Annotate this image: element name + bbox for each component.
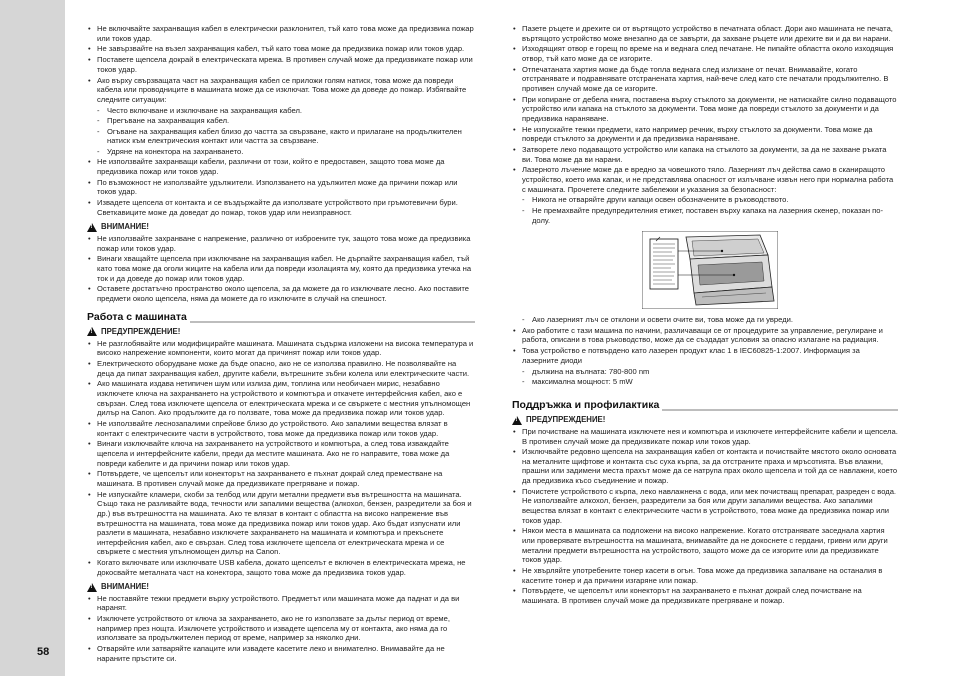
section-title [87, 310, 475, 323]
dash-item: - Не премахвайте предупредителния етикет, поставен върху капака на лазерния скенер, показан по-долу. [512, 206, 898, 225]
list-item: • При копиране от дебела книга, поставена върху стъклото за документи, не натискайте силно подаващото устройство или капака на стъклото за документи. Това може да повреди стъклото за документи и да предизвика нараняване. [512, 95, 898, 124]
dash-item: - Често включване и изключване на захранващия кабел. [87, 106, 475, 116]
warning-triangle-icon: ! [87, 327, 97, 336]
warning-heading [87, 327, 475, 337]
dash-item: - Ако лазерният лъч се отклони и освети очите ви, това може да ги увреди. [512, 315, 898, 325]
list-item: • Това устройство е потвърдено като лазерен продукт клас 1 в IEC60825-1:2007. Информация за лазерните диоди [512, 346, 898, 365]
page-number: 58 [37, 646, 50, 658]
dash-item: - максимална мощност: 5 mW [512, 377, 898, 387]
list-item: • Електрическото оборудване може да бъде опасно, ако не се използва правилно. Не позволявайте на деца да пипат захранващия кабел, другите кабели, вътрешните зъбни колела или електрическите части. [87, 359, 475, 378]
laser-label-illustration [642, 231, 778, 309]
list-item: • Винаги изключвайте ключа на захранването на устройството и компютъра, а след това изваждайте щепсела и интерфейсните кабели, преди да местите машината. Ако не го направите, това може да повреди кабелите и да причини пожар или токов удар. [87, 439, 475, 468]
section-title [512, 398, 898, 411]
list-item: • Лазерното лъчение може да е вредно за човешкото тяло. Лазерният лъч действа само в сканиращото устройство, което има капак, и не представлява опасност от излъчване извън него при нормална работа с машината. Прочетете следните забележки и указания за безопасност: [512, 165, 898, 194]
list-item: • Поставете щепсела докрай в електрическата мрежа. В противен случай може да предизвикате пожар или токов удар. [87, 55, 475, 74]
list-item: • Отваряйте или затваряйте капаците или извадете касетите леко и внимателно. Внимавайте да не нараните пръстите си. [87, 644, 475, 663]
left-column [87, 24, 475, 665]
caution-label: ВНИМАНИЕ! [101, 222, 150, 232]
warning-heading [512, 415, 898, 425]
warning-triangle-icon: ! [87, 223, 97, 232]
list-item: • Не включвайте захранващия кабел в електрически разклонител, тъй като това може да предизвика пожар или токов удар. [87, 24, 475, 43]
dash-item: - Никога не отваряйте други капаци освен обозначените в ръководството. [512, 195, 898, 205]
list-item: • При почистване на машината изключете нея и компютъра и изключете интерфейсните кабели и щепсела. В противен случай може да предизвикате пожар или токов удар. [512, 427, 898, 446]
caution-heading [87, 582, 475, 592]
list-item: • Пазете ръцете и дрехите си от въртящото устройство в печатната област. Дори ако машината не печата, въртящото устройство може внезапно да се завърти, да захване ръцете или дрехите ви и да ви нарани. [512, 24, 898, 43]
list-item: • Ако върху свързващата част на захранващия кабел се приложи голям натиск, това може да повреди кабела или проводниците в машината може да се изключат. Това може да доведе до пожар. Избягвайте следните ситуации: [87, 76, 475, 105]
right-column [512, 24, 898, 607]
list-item: • Изходящият отвор е горещ по време на и веднага след печатане. Не пипайте областта около изходящия отвор, тъй като може да се изгорите. [512, 44, 898, 63]
dash-item: - Прегъване на захранващия кабел. [87, 116, 475, 126]
list-item: • По възможност не използвайте удължители. Използването на удължител може да причини пожар или токов удар. [87, 178, 475, 197]
printer-drawing [642, 231, 778, 309]
list-item: • Ако машината издава нетипичен шум или излиза дим, топлина или необичаен мирис, незабавно изключете ключа на захранването на устройството и компютъра и откачете интерфейсния кабел, ако е свързан. След това изключете щепсела от електрическата мрежа и се свържете с местния упълномощен дилър на Canon. Ако продължите да го ползвате, това може да предизвика пожар или токов удар. [87, 379, 475, 417]
list-item: • Не хвърляйте употребените тонер касети в огън. Това може да предизвика запалване на останалия в касетите тонер и да причини изгаряне или пожар. [512, 566, 898, 585]
warning-triangle-icon: ! [87, 583, 97, 592]
list-item: • Почистете устройството с кърпа, леко навлажнена с вода, или мек почистващ препарат, разреден с вода. Не използвайте алкохол, бензен, разредители за боя или други запалими вещества. Ако запалими вещества влязат в контакт с електрическите части в устройството, това може да предизвика пожар или токов удар. [512, 487, 898, 525]
list-item: • Изключвайте редовно щепсела на захранващия кабел от контакта и почиствайте мястото около основата на металните щифтове и контакта със суха кърпа, за да отстраните праха и мръсотията. Във влажни, прашни или задимени места прахът може да се натрупа прах около щепсела и той да се навлажни, което да предизвика късо съединение и пожар. [512, 447, 898, 485]
caution-label: ВНИМАНИЕ! [101, 582, 150, 592]
dash-item: - Удряне на конектора на захранването. [87, 147, 475, 157]
list-item: • Оставете достатъчно пространство около щепсела, за да можете да го изключвате лесно. Ако поставите предмети около щепсела, няма да можете да го изключите в случай на спешност. [87, 284, 475, 303]
warning-label: ПРЕДУПРЕЖДЕНИЕ! [526, 415, 606, 425]
warning-label: ПРЕДУПРЕЖДЕНИЕ! [101, 327, 181, 337]
list-item: • Не използвайте захранване с напрежение, различно от изброените тук, защото това може да предизвика пожар или токов удар. [87, 234, 475, 253]
page-margin-strip [0, 0, 65, 676]
list-item: • Винаги хващайте щепсела при изключване на захранващия кабел. Не дърпайте захранващия кабел, тъй като това може да оголи жиците на кабела или да повреди изолацията му, която да предизвика утечка на ток и да доведе до пожар или токов удар. [87, 254, 475, 283]
list-item: • Не разглобявайте или модифицирайте машината. Машината съдържа изложени на висока температура и високо напрежение компоненти, които могат да причинят пожар или токов удар. [87, 339, 475, 358]
list-item: • Извадете щепсела от контакта и се въздържайте да използвате устройството при гръмотевични бури. Светкавиците може да доведат до пожар, токов удар или неизправност. [87, 198, 475, 217]
list-item: • Ако работите с тази машина по начини, различаващи се от процедурите за управление, регулиране и работа, описани в това ръководство, може да се създадат условия за опасно излагане на радиация. [512, 326, 898, 345]
list-item: • Изключете устройството от ключа за захранването, ако не го използвате за дълъг период от време, например през нощта. Изключете устройството и извадете щепсела му от контакта, ако няма да го използвате за продължителен период от време, например за няколко дни. [87, 614, 475, 643]
list-item: • Някои места в машината са подложени на високо напрежение. Когато отстранявате заседнала хартия или проверявате вътрешността на машината, внимавайте да не докоснете с гердани, гривни или други метални предмети вътрешността на устройството, защото може да се изгорите или да предизвикате токов удар. [512, 526, 898, 564]
caution-heading [87, 222, 475, 232]
list-item: • Не изпускайте тежки предмети, като например речник, върху стъклото за документи. Това може да повреди стъклото за документи и да предизвика нараняване. [512, 125, 898, 144]
list-item: • Потвърдете, че щепселът или конекторът на захранването е пъхнат докрай след преместване на машината. В противен случай може да предизвикате прегряване и пожар. [87, 469, 475, 488]
list-item: • Не използвайте леснозапалими спрейове близо до устройството. Ако запалими вещества влязат в контакт с електрическите части в устройството, това може да предизвика пожар или токов удар. [87, 419, 475, 438]
section-title-text: Работа с машината [87, 311, 190, 323]
list-item: • Не използвайте захранващи кабели, различни от този, който е предоставен, защото това може да предизвика пожар или токов удар. [87, 157, 475, 176]
list-item: • Не поставяйте тежки предмети върху устройството. Предметът или машината може да паднат и да ви наранят. [87, 594, 475, 613]
list-item: • Когато включвате или изключвате USB кабела, докато щепселът е включен в електрическата мрежа, не докосвайте металната част на конектора, защото това може да предизвика токов удар. [87, 558, 475, 577]
dash-item: - Огъване на захранващия кабел близо до частта за свързване, както и прилагане на продължителен натиск към електрическия контакт или частта за свързване. [87, 127, 475, 146]
section-title-text: Поддръжка и профилактика [512, 399, 662, 411]
dash-item: - дължина на вълната: 780-800 nm [512, 367, 898, 377]
list-item: • Не изпускайте кламери, скоби за телбод или други метални предмети във вътрешността на машината. Също така не разливайте вода, течности или запалими вещества (алкохол, бензен, разредители за боя и др.) във вътрешността на машината. Ако те влязат в контакт с областта на високо напрежение във вътрешността на машината, това може да предизвика пожар или токов удар. Ако бъдат изпуснати или разлети в машината, незабавно изключете захранването на машината и компютъра и прекъснете интерфейсния кабел, ако е свързан. След това изключете щепсела от електрическата мрежа и се свържете с местния упълномощен дилър на Canon. [87, 490, 475, 557]
list-item: • Затворете леко подаващото устройство или капака на стъклото за документи, за да не захване ръката ви. Това може да ви нарани. [512, 145, 898, 164]
list-item: • Отпечатаната хартия може да бъде топла веднага след излизане от печат. Внимавайте, когато отстранявате и подравнявате отстранената хартия, най-вече след като сте печатали продължително. В противен случай може да се изгорите. [512, 65, 898, 94]
list-item: • Потвърдете, че щепселът или конекторът на захранването е пъхнат докрай след почистване на машината. В противен случай може да предизвикате прегряване и пожар. [512, 586, 898, 605]
list-item: • Не завързвайте на възел захранващия кабел, тъй като това може да предизвика пожар или токов удар. [87, 44, 475, 54]
warning-triangle-icon: ! [512, 416, 522, 425]
